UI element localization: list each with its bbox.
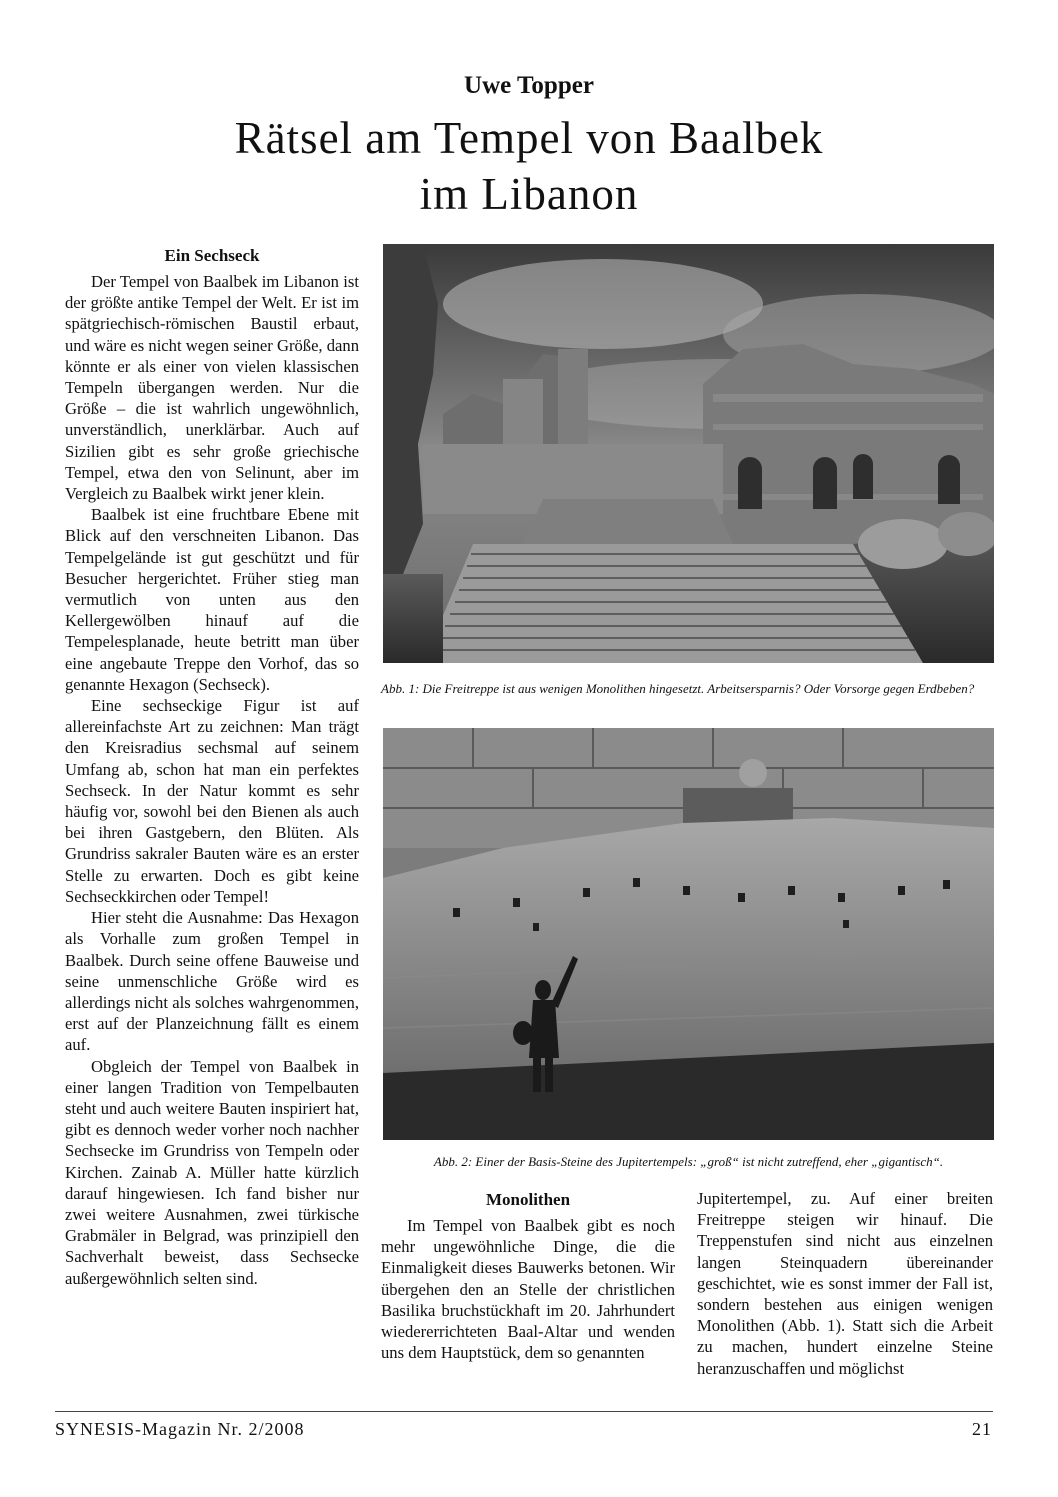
paragraph: Eine sechseckige Figur ist auf allereinfachste Art zu zeichnen: Man trägt den Kreisradius sechsmal auf seinem Umfang ab, schon hat man ein perfektes Sechseck. In der Natur kommt es sehr häufig vor, sowohl bei den Bienen als auch bei ihren Gastgebern, den Blüten. Als Grundriss sakraler Bauten wäre es an erster Stelle zu erwarten. Doch es gibt keine Sechseckkirchen oder Tempel! bbox=[65, 696, 359, 906]
paragraph: Der Tempel von Baalbek im Libanon ist der größte antike Tempel der Welt. Er ist im spätgriechisch-römischen Baustil erbaut, und wäre es nicht wegen seiner Größe, dann könnte er als einer von vielen klassischen Tempeln übergangen werden. Nur die Größe – die ist wahrlich ungewöhnlich, unverständlich, unerklärbar. Auch auf Sizilien gibt es sehr große griechische Tempel, etwa den von Selinunt, aber im Vergleich zu Baalbek wirkt jener klein. bbox=[65, 272, 359, 504]
left-column bbox=[65, 244, 359, 1289]
figure-2-caption: Abb. 2: Einer der Basis-Steine des Jupitertempels: „groß“ ist nicht zutreffend, eher „gigantisch“. bbox=[433, 1154, 944, 1169]
paragraph: Obgleich der Tempel von Baalbek in einer langen Tradition von Tempelbauten steht und auch weitere Bauten inspiriert hat, gibt es dennoch weder vorher noch nachher Sechsecke im Grundriss von Tempeln oder Kirchen. Zainab A. Müller hatte kürzlich darauf hingewiesen. Ich fand bisher nur zwei weitere Ausnahmen, zwei türkische Grabmäler in Belgrad, was prinzipiell den Sachverhalt beweist, dass Sechsecke außergewöhnlich selten sind. bbox=[65, 1056, 359, 1288]
title-line-2: im Libanon bbox=[419, 169, 639, 219]
paragraph: Im Tempel von Baalbek gibt es noch mehr ungewöhnliche Dinge, die die Einmaligkeit dieses Bauwerks betonen. Wir übergehen den an Stelle der christlichen Basilika bruchstückhaft im 20. Jahrhundert wiedererrichteten Baal-Altar und wenden uns dem Hauptstück, dem so genannten bbox=[381, 1216, 675, 1363]
monolith-photo bbox=[383, 728, 994, 1140]
right-column bbox=[697, 1188, 993, 1379]
paragraph: Hier steht die Ausnahme: Das Hexagon als Vorhalle zum großen Tempel in Baalbek. Durch seine offene Bauweise und seine unmenschliche Größe wird es allerdings nicht als solches wahrgenommen, erst auf der Planzeichnung fällt es einem auf. bbox=[65, 908, 359, 1055]
title-line-1: Rätsel am Tempel von Baalbek bbox=[234, 113, 824, 163]
paragraph: Jupitertempel, zu. Auf einer breiten Freitreppe steigen wir hinauf. Die Treppenstufen sind nicht aus einzelnen langen Steinquadern übereinander geschichtet, wie es sonst immer der Fall ist, sondern bestehen aus einigen wenigen Monolithen (Abb. 1). Statt sich die Arbeit zu machen, hundert einzelne Steine heranzuschaffen und möglichst bbox=[697, 1189, 993, 1378]
temple-staircase-photo bbox=[383, 244, 994, 663]
footer-rule bbox=[55, 1411, 993, 1412]
footer-magazine: SYNESIS-Magazin Nr. 2/2008 bbox=[55, 1419, 305, 1439]
figure-1-caption: Abb. 1: Die Freitreppe ist aus wenigen Monolithen hingesetzt. Arbeitsersparnis? Oder Vorsorge gegen Erdbeben? bbox=[381, 681, 975, 696]
section-heading-monolithen: Monolithen bbox=[485, 1190, 571, 1209]
paragraph: Baalbek ist eine fruchtbare Ebene mit Blick auf den verschneiten Libanon. Das Tempelgelände ist gut geschützt und für Besucher hergerichtet. Früher stieg man vermutlich von unten aus den Kellergewölben hinauf auf die Tempelesplanade, heute betritt man über eine angebaute Treppe den Vorhof, das so genannte Hexagon (Sechseck). bbox=[65, 505, 359, 694]
article-title bbox=[0, 110, 1058, 222]
author-name: Uwe Topper bbox=[464, 72, 594, 99]
middle-column bbox=[381, 1188, 675, 1363]
section-heading-sechseck: Ein Sechseck bbox=[164, 246, 260, 265]
page-number: 21 bbox=[972, 1419, 992, 1439]
